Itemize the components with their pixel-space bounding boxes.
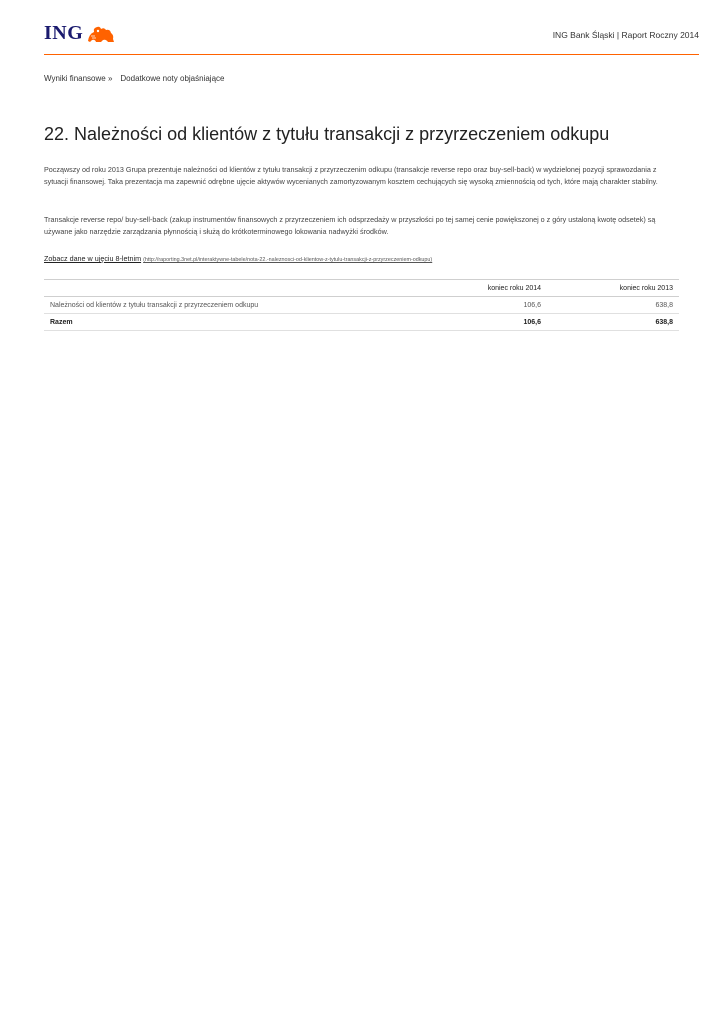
table-header-2013: koniec roku 2013 — [619, 284, 673, 292]
page-header — [44, 20, 699, 55]
eight-year-link-url[interactable]: (http://raporting.3net.pl/interaktywne-tabele/nota-22.-naleznosci-od-klientow-z-tytulu-transakcji-z-przyrzeczeniem-odkupu) — [143, 257, 433, 263]
table-header-2014: koniec roku 2014 — [487, 284, 542, 292]
table-cell-label: Należności od klientów z tytułu transakcji z przyrzeczeniem odkupu — [50, 301, 259, 309]
breadcrumb-item-noty[interactable]: Dodatkowe noty objaśniające — [120, 74, 225, 83]
table-header-row — [44, 280, 679, 297]
description-paragraph: Transakcje reverse repo/ buy-sell-back (zakup instrumentów finansowych z przyrzeczeniem ich odsprzedaży w przyszłości po tej samej cenie powiększonej o z góry ustaloną kwotę odsetek) są używane jako narzędzie zarządzania płynnością i służą do krótkoterminowego lokowania nadwyżki środków. — [44, 215, 656, 236]
table-cell-total-2013: 638,8 — [655, 318, 673, 326]
eight-year-link-line — [44, 254, 432, 263]
page-title: 22. Należności od klientów z tytułu transakcji z przyrzeczeniem odkupu — [44, 124, 610, 144]
ing-logo[interactable] — [44, 22, 116, 45]
table-cell-total-label: Razem — [50, 318, 73, 326]
breadcrumb — [44, 74, 224, 83]
report-title: ING Bank Śląski | Raport Roczny 2014 — [552, 30, 699, 40]
breadcrumb-item-wyniki[interactable]: Wyniki finansowe » — [44, 74, 113, 83]
lion-icon — [86, 24, 116, 44]
logo-text: ING — [44, 22, 84, 44]
table-cell-2013: 638,8 — [655, 301, 673, 309]
table-cell-total-2014: 106,6 — [523, 318, 542, 326]
intro-paragraph: Począwszy od roku 2013 Grupa prezentuje należności od klientów z tytułu transakcji z przyrzeczenim odkupu (transakcje reverse repo oraz buy-sell-back) w wydzielonej pozycji sprawozdania z sytuacji finansowej. Taka prezentacja ma zapewnić odrębne ujęcie aktywów wycenianych zamortyzowanym kosztem cechujących się wysoką zmiennością od tych, które mają charakter stabilny. — [44, 165, 658, 186]
receivables-table — [44, 279, 679, 331]
table-header-label — [44, 280, 414, 297]
table-row — [44, 297, 679, 314]
eight-year-link[interactable]: Zobacz dane w ujęciu 8-letnim — [44, 254, 142, 263]
table-row-total — [44, 314, 679, 331]
table-cell-2014: 106,6 — [523, 301, 542, 309]
